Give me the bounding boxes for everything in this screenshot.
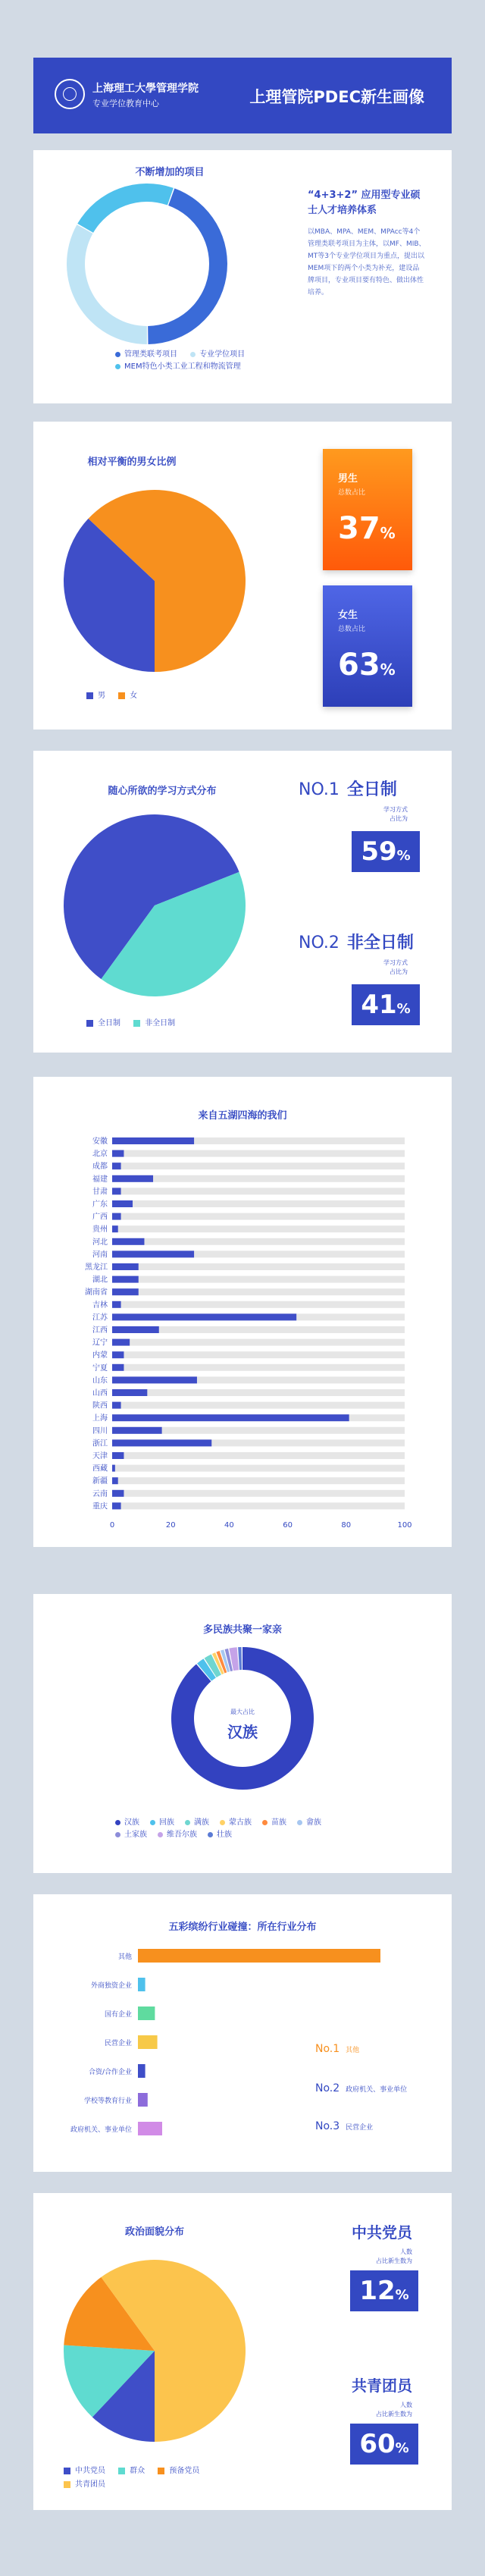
x-tick-label: 20 bbox=[165, 1521, 176, 1530]
bar-天津 bbox=[112, 1452, 124, 1459]
study-rank2: NO.2 非全日制 bbox=[299, 933, 414, 952]
league-label: 共青团员 bbox=[352, 2377, 412, 2395]
study-pie-chart bbox=[48, 799, 261, 1012]
category-label: 宁夏 bbox=[92, 1363, 108, 1373]
projects-desc-body: 以MBA、MPA、MEM、MPAcc等4个管理类联考项目为主体，以MF、MIB、MT等3个专业学位项目为重点，提出以MEM项下的两个小类为补充，建设品牌项目，专业项目要有特色、做出体性培养。 bbox=[308, 228, 426, 297]
category-label: 重庆 bbox=[92, 1502, 108, 1511]
category-label: 合资/合作企业 bbox=[88, 2069, 132, 2076]
category-label: 山西 bbox=[92, 1389, 108, 1398]
category-label: 天津 bbox=[92, 1452, 108, 1461]
bar-track bbox=[112, 1150, 405, 1157]
bar-宁夏 bbox=[112, 1364, 124, 1371]
bar-四川 bbox=[112, 1427, 162, 1434]
gender-legend bbox=[86, 689, 148, 700]
ethnic-slice-8 bbox=[238, 1647, 242, 1670]
bar-国有企业 bbox=[138, 2007, 155, 2020]
industry-card bbox=[33, 1894, 452, 2172]
category-label: 江西 bbox=[92, 1326, 108, 1335]
legend-item: 群众 bbox=[118, 2465, 145, 2478]
legend-item: 专业学位项目 bbox=[190, 349, 245, 361]
bar-江西 bbox=[112, 1326, 159, 1333]
category-label: 学校等教育行业 bbox=[83, 2098, 132, 2105]
category-label: 甘肃 bbox=[92, 1188, 108, 1197]
bar-track bbox=[112, 1238, 405, 1245]
bar-山东 bbox=[112, 1376, 197, 1383]
female-stat-box: 女生 总数占比 63% bbox=[323, 585, 412, 707]
bar-民营企业 bbox=[138, 2035, 158, 2049]
bar-track bbox=[112, 1225, 405, 1232]
x-tick-label: 60 bbox=[283, 1521, 293, 1530]
center-name: 专业学位教育中心 bbox=[92, 99, 159, 108]
university-logo-icon bbox=[55, 79, 85, 109]
league-sub: 人数 占比新生数为 bbox=[376, 2402, 412, 2418]
category-label: 广西 bbox=[92, 1213, 108, 1222]
bar-track bbox=[112, 1288, 405, 1295]
category-label: 吉林 bbox=[92, 1301, 108, 1310]
bar-江苏 bbox=[112, 1313, 296, 1320]
bar-track bbox=[112, 1162, 405, 1169]
category-label: 上海 bbox=[92, 1414, 108, 1423]
category-label: 广东 bbox=[92, 1200, 108, 1209]
study-card bbox=[33, 751, 452, 1053]
bar-政府机关、事业单位 bbox=[138, 2122, 162, 2135]
bar-track bbox=[112, 1402, 405, 1409]
ethnic-center-label: 最大占比 bbox=[230, 1708, 255, 1715]
bar-广东 bbox=[112, 1200, 133, 1207]
header-banner bbox=[33, 58, 452, 133]
industry-rank2: No.2 政府机关、事业单位 bbox=[315, 2082, 408, 2094]
category-label: 黑龙江 bbox=[85, 1263, 108, 1272]
bar-河北 bbox=[112, 1238, 144, 1245]
bar-track bbox=[112, 1200, 405, 1207]
category-label: 外商独资企业 bbox=[90, 1982, 132, 1990]
ethnic-title: 多民族共聚一家亲 bbox=[202, 1624, 282, 1636]
bar-track bbox=[112, 1465, 405, 1472]
bar-重庆 bbox=[112, 1502, 121, 1509]
political-card bbox=[33, 2193, 452, 2510]
projects-slice-0 bbox=[148, 188, 227, 344]
bar-track bbox=[112, 1339, 405, 1346]
category-label: 民营企业 bbox=[104, 2040, 132, 2047]
bar-吉林 bbox=[112, 1301, 121, 1308]
legend-item: MEM特色小类工业工程和物流管理 bbox=[115, 361, 241, 373]
league-value: 60% bbox=[350, 2424, 418, 2465]
legend-item: 满族 bbox=[185, 1817, 209, 1829]
x-tick-label: 40 bbox=[224, 1521, 234, 1530]
bar-新疆 bbox=[112, 1477, 118, 1484]
origin-title: 来自五湖四海的我们 bbox=[198, 1110, 287, 1122]
category-label: 安徽 bbox=[92, 1137, 108, 1146]
bar-track bbox=[112, 1490, 405, 1497]
study-rank2-value: 41% bbox=[352, 984, 420, 1025]
bar-track bbox=[112, 1452, 405, 1459]
legend-item: 全日制 bbox=[86, 1016, 120, 1028]
bar-北京 bbox=[112, 1150, 124, 1157]
bar-山西 bbox=[112, 1389, 147, 1396]
category-label: 河南 bbox=[92, 1250, 108, 1260]
bar-贵州 bbox=[112, 1225, 118, 1232]
bar-陕西 bbox=[112, 1402, 121, 1409]
bar-track bbox=[112, 1188, 405, 1194]
male-stat-box: 男生 总数占比 37% bbox=[323, 449, 412, 570]
bar-track bbox=[112, 1276, 405, 1283]
gender-title: 相对平衡的男女比例 bbox=[87, 457, 177, 468]
projects-desc-title: “4+3+2” 应用型专业硕士人才培养体系 bbox=[308, 190, 421, 216]
ethnic-card bbox=[33, 1594, 452, 1873]
projects-legend bbox=[115, 349, 327, 373]
category-label: 福建 bbox=[92, 1175, 108, 1184]
legend-item: 维吾尔族 bbox=[158, 1829, 197, 1841]
bar-track bbox=[112, 1364, 405, 1371]
bar-学校等教育行业 bbox=[138, 2093, 148, 2107]
category-label: 江苏 bbox=[92, 1313, 108, 1323]
bar-云南 bbox=[112, 1490, 124, 1497]
legend-item: 回族 bbox=[150, 1817, 174, 1829]
category-label: 湖北 bbox=[92, 1275, 108, 1285]
bar-福建 bbox=[112, 1175, 153, 1182]
bar-湖北 bbox=[112, 1276, 139, 1283]
category-label: 辽宁 bbox=[92, 1338, 108, 1348]
bar-track bbox=[112, 1502, 405, 1509]
bar-浙江 bbox=[112, 1439, 211, 1446]
legend-item-male: 男 bbox=[86, 689, 105, 700]
male-percent: 37% bbox=[338, 511, 396, 546]
bar-track bbox=[112, 1213, 405, 1220]
gender-pie-chart bbox=[48, 475, 261, 687]
industry-rank1: No.1 其他 bbox=[315, 2043, 360, 2055]
female-percent: 63% bbox=[338, 648, 396, 682]
legend-item: 预备党员 bbox=[158, 2465, 199, 2478]
x-tick-label: 0 bbox=[109, 1521, 115, 1530]
bar-西藏 bbox=[112, 1465, 115, 1472]
bar-内蒙 bbox=[112, 1351, 124, 1358]
projects-slice-1 bbox=[67, 224, 147, 344]
category-label: 其他 bbox=[117, 1953, 132, 1961]
bar-广西 bbox=[112, 1213, 121, 1220]
bar-甘肃 bbox=[112, 1188, 121, 1194]
legend-item: 非全日制 bbox=[133, 1016, 175, 1028]
study-rank1-value: 59% bbox=[352, 831, 420, 872]
category-label: 湖南省 bbox=[85, 1288, 108, 1297]
projects-donut-chart bbox=[33, 180, 306, 378]
legend-item: 管理类联考项目 bbox=[115, 349, 177, 361]
category-label: 山东 bbox=[92, 1376, 108, 1385]
industry-rank3: No.3 民营企业 bbox=[315, 2120, 374, 2132]
legend-item: 壮族 bbox=[208, 1829, 232, 1841]
bar-成都 bbox=[112, 1162, 121, 1169]
ethnic-center-value: 汉族 bbox=[227, 1723, 258, 1741]
industry-title: 五彩缤纷行业碰撞：所在行业分布 bbox=[168, 1922, 317, 1933]
political-legend bbox=[64, 2465, 291, 2492]
x-tick-label: 100 bbox=[397, 1521, 412, 1530]
bar-track bbox=[112, 1175, 405, 1182]
study-rank1: NO.1 全日制 bbox=[299, 780, 397, 799]
political-title: 政治面貌分布 bbox=[124, 2226, 184, 2238]
bar-外商独资企业 bbox=[138, 1978, 146, 1991]
bar-河南 bbox=[112, 1250, 194, 1257]
bar-湖南省 bbox=[112, 1288, 139, 1295]
study-title: 随心所欲的学习方式分布 bbox=[108, 786, 217, 797]
bar-合资/合作企业 bbox=[138, 2064, 146, 2078]
category-label: 浙江 bbox=[92, 1439, 108, 1448]
bar-track bbox=[112, 1263, 405, 1270]
bar-黑龙江 bbox=[112, 1263, 139, 1270]
study-rank1-sub: 学习方式 占比为 bbox=[383, 806, 408, 822]
legend-item: 中共党员 bbox=[64, 2465, 105, 2478]
ethnic-slice-0 bbox=[171, 1647, 314, 1790]
projects-slice-2 bbox=[77, 184, 174, 233]
category-label: 四川 bbox=[92, 1426, 108, 1435]
origin-card bbox=[33, 1077, 452, 1547]
category-label: 贵州 bbox=[92, 1225, 108, 1235]
party-sub: 人数 占比新生数为 bbox=[376, 2248, 412, 2264]
category-label: 西藏 bbox=[92, 1464, 108, 1473]
origin-bar-chart bbox=[33, 1122, 452, 1547]
legend-item: 共青团员 bbox=[64, 2478, 105, 2492]
legend-item: 汉族 bbox=[115, 1817, 139, 1829]
party-value: 12% bbox=[350, 2270, 418, 2311]
page-title: 上理管院PDEC新生画像 bbox=[249, 88, 424, 106]
ethnic-donut-chart bbox=[33, 1639, 452, 1799]
party-label: 中共党员 bbox=[352, 2223, 412, 2242]
category-label: 云南 bbox=[92, 1489, 108, 1498]
category-label: 河北 bbox=[92, 1238, 108, 1247]
bar-track bbox=[112, 1389, 405, 1396]
bar-track bbox=[112, 1301, 405, 1308]
bar-上海 bbox=[112, 1414, 349, 1421]
category-label: 陕西 bbox=[92, 1401, 108, 1410]
legend-item: 苗族 bbox=[262, 1817, 286, 1829]
category-label: 国有企业 bbox=[104, 2011, 132, 2019]
gender-card bbox=[33, 422, 452, 730]
category-label: 内蒙 bbox=[92, 1351, 108, 1360]
category-label: 政府机关、事业单位 bbox=[70, 2126, 132, 2134]
bar-track bbox=[112, 1477, 405, 1484]
x-tick-label: 80 bbox=[341, 1521, 352, 1530]
study-legend bbox=[86, 1016, 186, 1028]
legend-item: 蒙古族 bbox=[220, 1817, 252, 1829]
bar-track bbox=[112, 1351, 405, 1358]
legend-item: 畲族 bbox=[297, 1817, 321, 1829]
university-name: 上海理工大學管理学院 bbox=[92, 83, 199, 95]
category-label: 成都 bbox=[92, 1162, 108, 1172]
category-label: 新疆 bbox=[92, 1477, 108, 1486]
bar-其他 bbox=[138, 1949, 380, 1963]
bar-辽宁 bbox=[112, 1339, 130, 1346]
study-rank2-sub: 学习方式 占比为 bbox=[383, 959, 408, 975]
bar-安徽 bbox=[112, 1137, 194, 1144]
legend-item-female: 女 bbox=[118, 689, 137, 700]
projects-title: 不断增加的项目 bbox=[135, 167, 205, 178]
legend-item: 土家族 bbox=[115, 1829, 147, 1841]
political-pie-chart bbox=[48, 2245, 261, 2457]
ethnic-legend bbox=[115, 1817, 373, 1841]
category-label: 北京 bbox=[92, 1150, 108, 1159]
